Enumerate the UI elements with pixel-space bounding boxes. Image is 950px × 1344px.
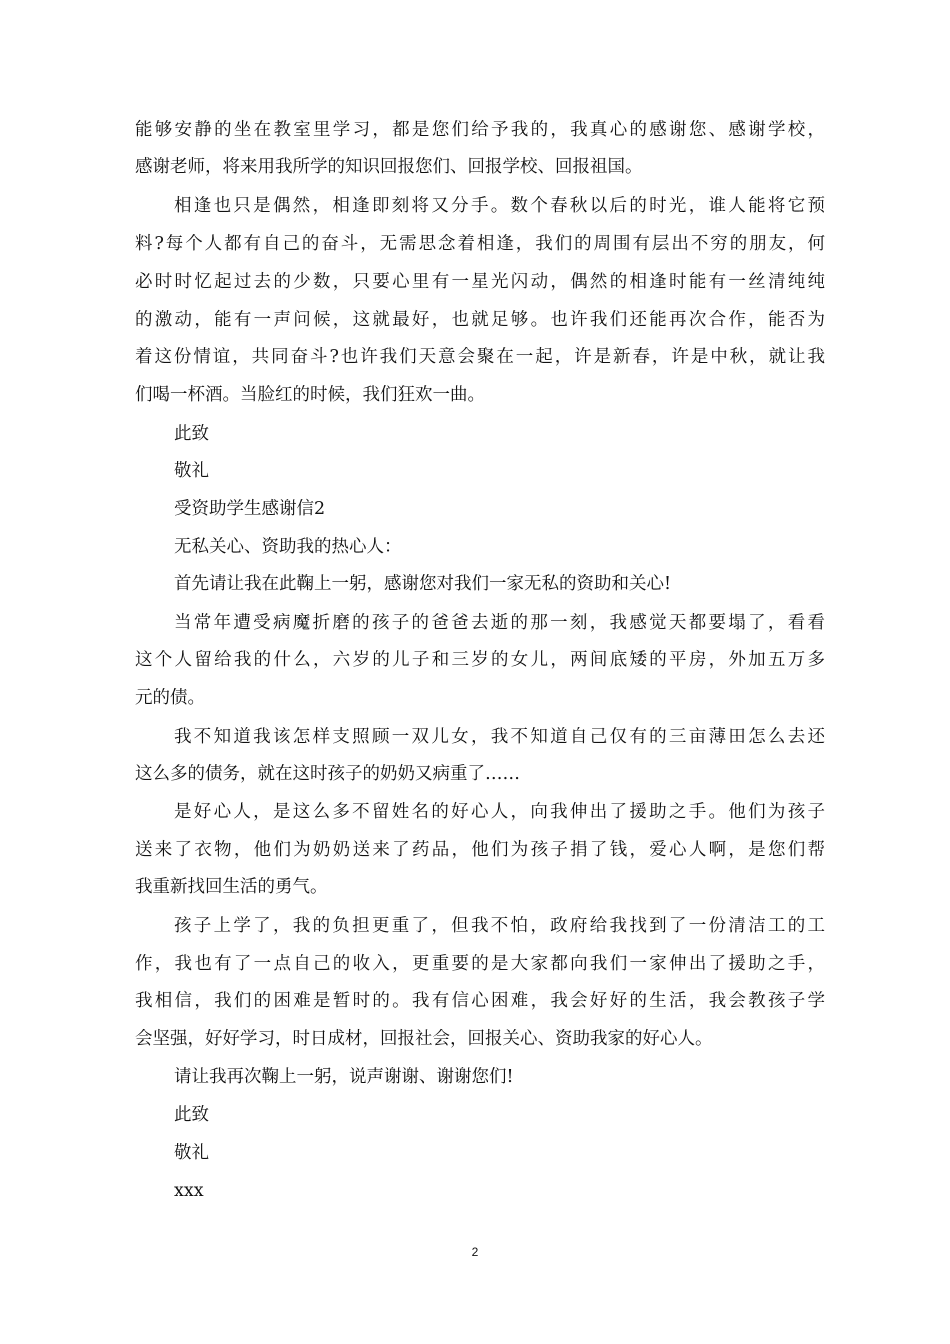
text-line: 的激动，能有一声问候，这就最好，也就足够。也许我们还能再次合作，能否为 (135, 310, 825, 330)
page-number: 2 (471, 1245, 479, 1259)
text-line: 当常年遭受病魔折磨的孩子的爸爸去逝的那一刻，我感觉天都要塌了，看看 (174, 613, 825, 633)
text-line: 相逢也只是偶然，相逢即刻将又分手。数个春秋以后的时光，谁人能将它预 (174, 196, 825, 216)
text-line: 能够安静的坐在教室里学习，都是您们给予我的，我真心的感谢您、感谢学校， (135, 120, 825, 140)
text-line: 请让我再次鞠上一躬，说声谢谢、谢谢您们! (174, 1067, 514, 1087)
text-line: 必时时忆起过去的少数，只要心里有一星光闪动，偶然的相逢时能有一丝清纯纯 (135, 272, 825, 292)
closing-line: 敬礼 (174, 1143, 209, 1163)
text-line: 作，我也有了一点自己的收入，更重要的是大家都向我们一家伸出了援助之手， (135, 954, 825, 974)
closing-line: 此致 (174, 424, 209, 444)
text-line: 们喝一杯酒。当脸红的时候，我们狂欢一曲。 (135, 385, 485, 405)
text-line: 料?每个人都有自己的奋斗，无需思念着相逢，我们的周围有层出不穷的朋友，何 (135, 234, 825, 254)
closing-line: 此致 (174, 1105, 209, 1125)
text-line: 元的债。 (135, 688, 205, 708)
signature: xxx (174, 1181, 204, 1201)
text-line: 我不知道我该怎样支照顾一双儿女，我不知道自己仅有的三亩薄田怎么去还 (174, 727, 825, 747)
letter-title: 受资助学生感谢信2 (174, 499, 326, 519)
text-line: 感谢老师，将来用我所学的知识回报您们、回报学校、回报祖国。 (135, 157, 643, 177)
text-line: 孩子上学了，我的负担更重了，但我不怕，政府给我找到了一份清洁工的工 (174, 916, 825, 936)
text-line: 这么多的债务，就在这时孩子的奶奶又病重了…… (135, 764, 520, 784)
text-line: 我重新找回生活的勇气。 (135, 877, 328, 897)
salutation: 无私关心、资助我的热心人： (174, 537, 402, 557)
text-line: 送来了衣物，他们为奶奶送来了药品，他们为孩子捐了钱，爱心人啊，是您们帮 (135, 840, 825, 860)
text-line: 会坚强，好好学习，时日成材，回报社会，回报关心、资助我家的好心人。 (135, 1029, 713, 1049)
text-line: 这个人留给我的什么，六岁的儿子和三岁的女儿，两间底矮的平房，外加五万多 (135, 650, 825, 670)
text-line: 我相信，我们的困难是暂时的。我有信心困难，我会好好的生活，我会教孩子学 (135, 991, 825, 1011)
closing-line: 敬礼 (174, 461, 209, 481)
text-line: 是好心人，是这么多不留姓名的好心人，向我伸出了援助之手。他们为孩子 (174, 802, 825, 822)
text-line: 着这份情谊，共同奋斗?也许我们天意会聚在一起，许是新春，许是中秋，就让我 (135, 347, 825, 367)
text-line: 首先请让我在此鞠上一躬，感谢您对我们一家无私的资助和关心! (174, 574, 672, 594)
